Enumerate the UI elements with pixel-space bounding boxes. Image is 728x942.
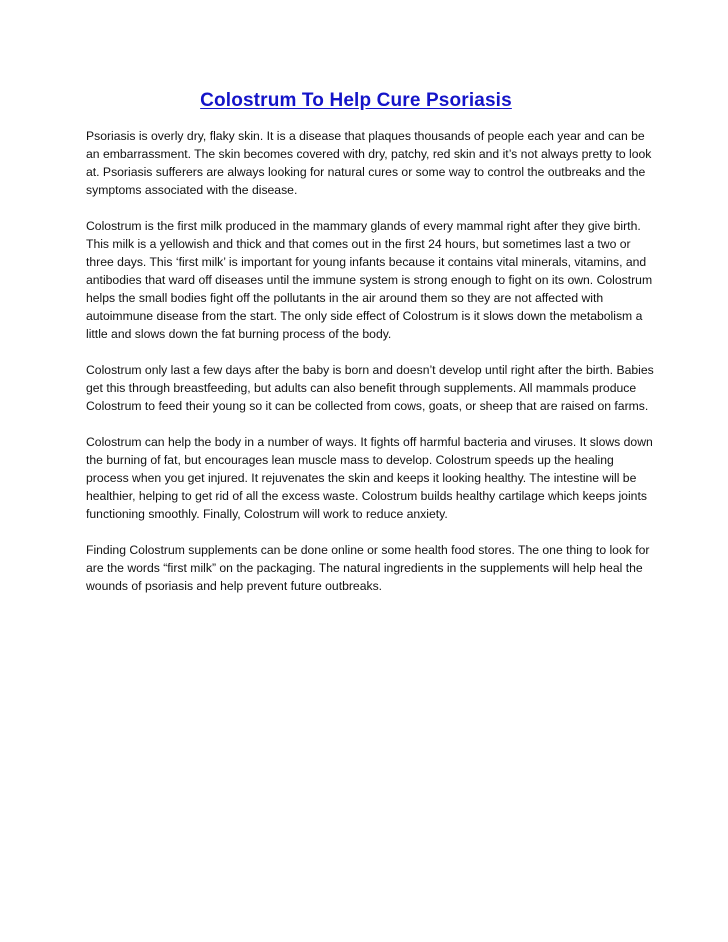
paragraph-2: Colostrum is the first milk produced in the mammary glands of every mammal right after they give birth. This milk is a yellowish and thick and that comes out in the first 24 hours, but sometimes last a two or three days. This ‘first milk’ is important for young infants because it contains vital minerals, vitamins, and antibodies that ward off diseases until the immune system is strong enough to fight on its own. Colostrum helps the small bodies fight off the pollutants in the air around them so they are not affected with autoimmune disease from the start. The only side effect of Colostrum is it slows down the metabolism a little and slows down the fat burning process of the body. (86, 219, 653, 341)
paragraph-1: Psoriasis is overly dry, flaky skin. It is a disease that plaques thousands of people each year and can be an embarrassment. The skin becomes covered with dry, patchy, red skin and it’s not always pretty to look at. Psoriasis sufferers are always looking for natural cures or some way to control the outbreaks and the symptoms associated with the disease. (86, 129, 652, 197)
document-body (86, 127, 656, 613)
paragraph-3: Colostrum only last a few days after the baby is born and doesn’t develop until right after the birth. Babies get this through breastfeeding, but adults can also benefit through supplements. All mammals produce Colostrum to feed their young so it can be collected from cows, goats, or sheep that are raised on farms. (86, 363, 654, 413)
document-title-link[interactable]: Colostrum To Help Cure Psoriasis (200, 90, 512, 111)
title-container (0, 89, 720, 113)
paragraph-5: Finding Colostrum supplements can be done online or some health food stores. The one thing to look for are the words “first milk” on the packaging. The natural ingredients in the supplements will help heal the wounds of psoriasis and help prevent future outbreaks. (86, 543, 650, 593)
paragraph-4: Colostrum can help the body in a number of ways. It fights off harmful bacteria and viruses. It slows down the burning of fat, but encourages lean muscle mass to develop. Colostrum speeds up the healing process when you get injured. It rejuvenates the skin and keeps it looking healthy. The intestine will be healthier, helping to get rid of all the excess waste. Colostrum builds healthy cartilage which keeps joints functioning smoothly. Finally, Colostrum will work to reduce anxiety. (86, 435, 653, 521)
